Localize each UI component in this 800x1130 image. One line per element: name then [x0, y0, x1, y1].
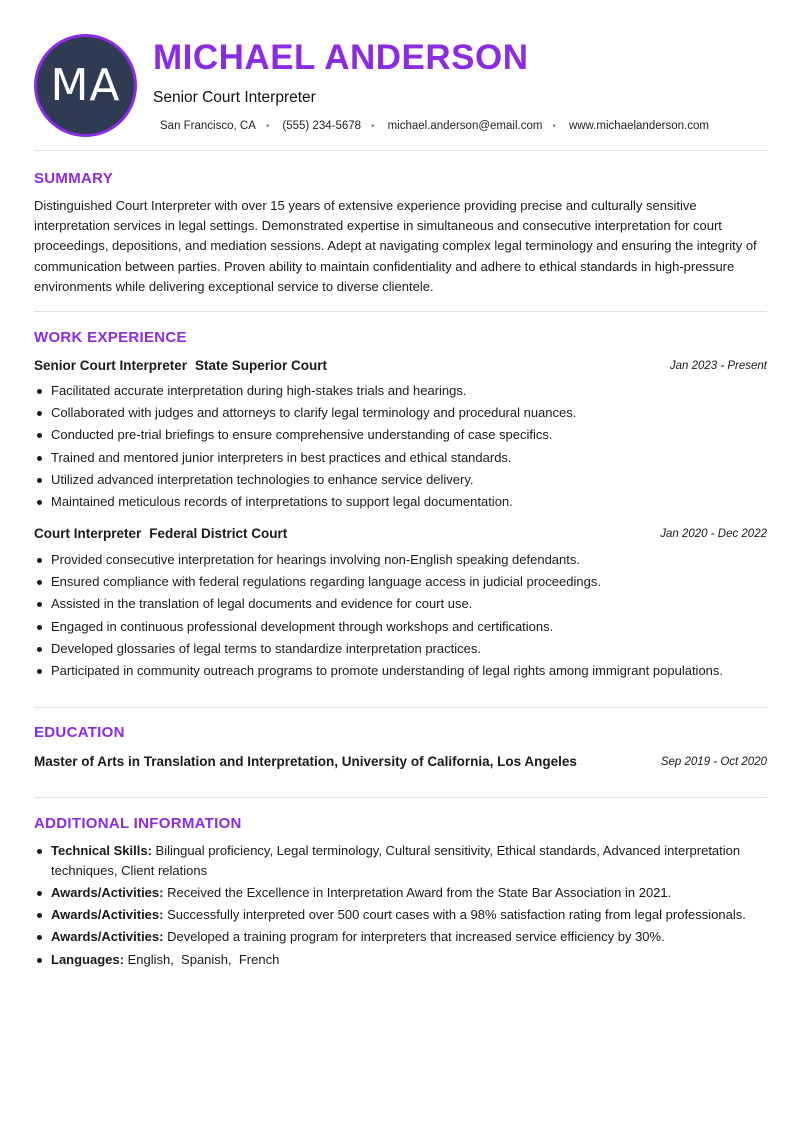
list-item: Trained and mentored junior interpreters in best practices and ethical standards.	[34, 447, 770, 469]
list-item	[34, 883, 770, 903]
section-divider	[34, 707, 767, 708]
education-date: Sep 2019 - Oct 2020	[660, 756, 767, 768]
job-role: Senior Court Interpreter	[34, 358, 188, 373]
job-company: State Superior Court	[195, 358, 328, 373]
avatar	[34, 34, 137, 137]
section-divider	[34, 311, 767, 312]
education-heading: EDUCATION	[34, 724, 125, 741]
contact-phone: (555) 234-5678	[282, 120, 362, 132]
contact-location: San Francisco, CA	[160, 120, 256, 132]
job-title-line	[34, 526, 287, 541]
list-item: Utilized advanced interpretation technologies to enhance service delivery.	[34, 469, 770, 491]
separator-dot: •	[552, 120, 556, 132]
job-date: Jan 2023 - Present	[669, 360, 767, 372]
resume-header	[34, 34, 767, 144]
list-item	[34, 905, 770, 925]
contact-website[interactable]: www.michaelanderson.com	[568, 120, 709, 132]
item-label: Awards/Activities:	[51, 884, 164, 900]
contact-info	[160, 120, 709, 132]
summary-text: Distinguished Court Interpreter with over 15 years of extensive experience providing precise and culturally sensitive interpretation services in legal settings. Demonstrated expertise in simultaneous and consecutive interpretation for court proceedings, depositions, and mediation sessions. Adept at navigating complex legal terminology and ensuring the integrity of communication between parties. Proven ability to maintain confidentiality and adhere to ethical standards in high-pressure environments while delivering exceptional service to diverse clientele.	[34, 198, 757, 294]
list-item: Collaborated with judges and attorneys to clarify legal terminology and procedural nuances.	[34, 402, 770, 424]
list-item: Conducted pre-trial briefings to ensure comprehensive understanding of case specifics.	[34, 424, 770, 446]
education-degree: Master of Arts in Translation and Interpretation, University of California, Los Angeles	[34, 754, 577, 769]
job-title-line	[34, 358, 327, 373]
job-role: Court Interpreter	[34, 526, 142, 541]
job-header	[34, 358, 767, 376]
job-company: Federal District Court	[149, 526, 288, 541]
job-date: Jan 2020 - Dec 2022	[660, 528, 767, 540]
candidate-title: Senior Court Interpreter	[153, 89, 316, 106]
list-item	[34, 950, 770, 970]
separator-dot: •	[265, 120, 270, 132]
item-label: Technical Skills:	[51, 843, 152, 858]
education-entry	[34, 754, 767, 772]
contact-email[interactable]: michael.anderson@email.com	[387, 120, 543, 132]
separator-dot: •	[371, 120, 375, 132]
item-text: Successfully interpreted over 500 court cases with a 98% satisfaction rating from legal professionals.	[163, 906, 746, 922]
item-label: Awards/Activities:	[51, 906, 164, 922]
candidate-name: MICHAEL ANDERSON	[153, 38, 529, 77]
section-divider	[34, 797, 767, 798]
list-item: Ensured compliance with federal regulations regarding language access in judicial proceedings.	[34, 571, 770, 593]
item-text: Received the Excellence in Interpretation Award from the State Bar Association in 2021.	[163, 884, 672, 900]
list-item: Participated in community outreach programs to promote understanding of legal rights among immigrant populations.	[34, 660, 770, 682]
list-item: Provided consecutive interpretation for hearings involving non-English speaking defendants.	[34, 549, 770, 571]
list-item: Facilitated accurate interpretation during high-stakes trials and hearings.	[34, 380, 770, 402]
list-item: Maintained meticulous records of interpretations to support legal documentation.	[34, 491, 770, 513]
item-text: Bilingual proficiency, Legal terminology, Cultural sensitivity, Ethical standards, Advanced interpretation techniques, Client relations	[51, 843, 741, 878]
item-label: Awards/Activities:	[51, 928, 164, 944]
job-bullets	[34, 380, 770, 513]
additional-heading: ADDITIONAL INFORMATION	[34, 815, 242, 832]
item-text: Developed a training program for interpreters that increased service efficiency by 30%.	[163, 928, 665, 944]
item-label: Languages:	[51, 952, 124, 967]
list-item	[34, 927, 770, 947]
job-bullets	[34, 549, 770, 682]
item-text: English, Spanish, French	[123, 952, 280, 967]
avatar-initials: MA	[50, 60, 121, 111]
summary-heading: SUMMARY	[34, 170, 114, 187]
experience-heading: WORK EXPERIENCE	[34, 329, 187, 346]
additional-list	[34, 841, 770, 972]
list-item: Engaged in continuous professional development through workshops and certifications.	[34, 616, 770, 638]
list-item	[34, 841, 770, 880]
list-item: Assisted in the translation of legal documents and evidence for court use.	[34, 593, 770, 615]
job-header	[34, 526, 767, 544]
section-divider	[34, 150, 767, 151]
list-item: Developed glossaries of legal terms to standardize interpretation practices.	[34, 638, 770, 660]
